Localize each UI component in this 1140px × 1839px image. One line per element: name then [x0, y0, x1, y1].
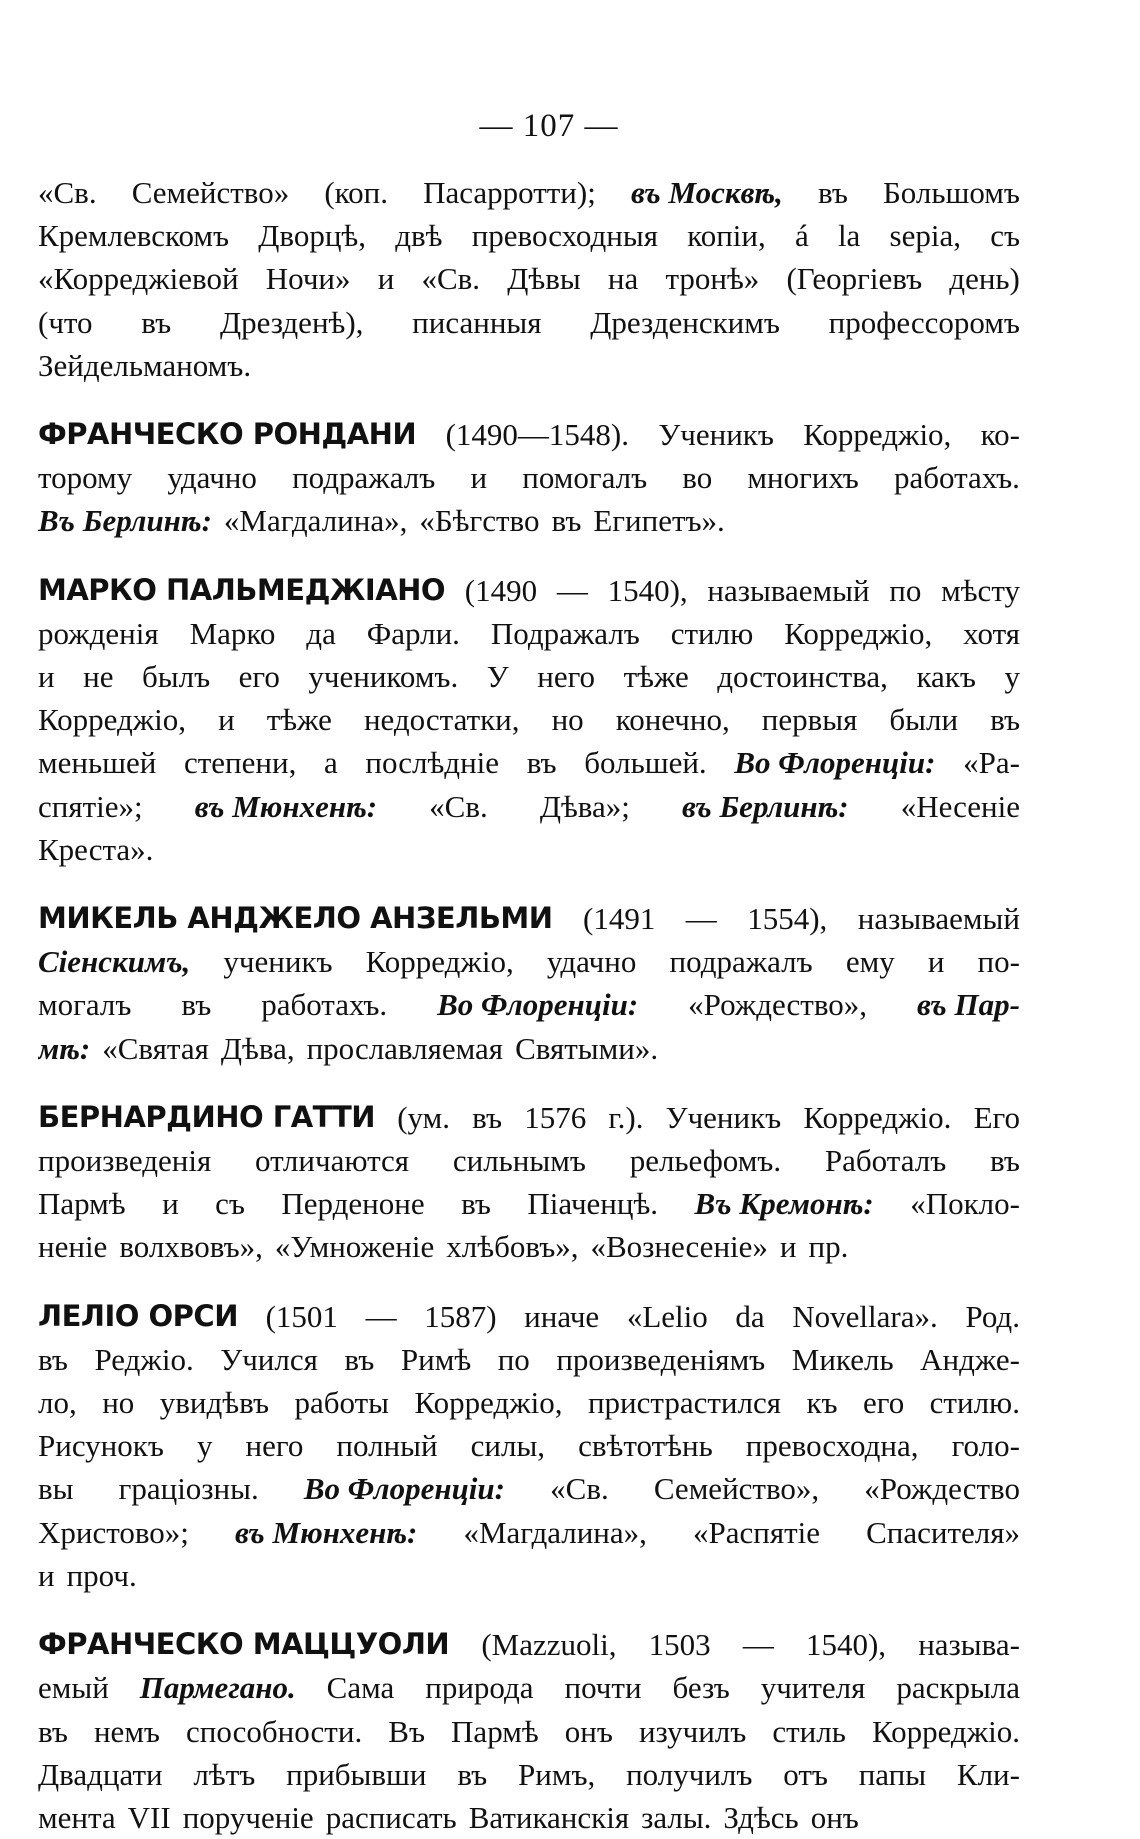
- word: Креста».: [38, 831, 154, 867]
- artist-name: ФРАНЧЕСКО МАЦЦУОЛИ: [38, 1627, 450, 1662]
- word: Рисунокъ: [38, 1428, 164, 1464]
- word: порученіе: [182, 1799, 314, 1835]
- word: «Покло-: [910, 1186, 1020, 1222]
- word: Пармѣ: [451, 1713, 539, 1749]
- paragraph-gap: [38, 387, 1020, 413]
- word: Марко: [189, 615, 276, 651]
- word: рожденія: [38, 615, 159, 651]
- word: 1540),: [805, 1627, 887, 1663]
- word: него: [245, 1428, 304, 1464]
- word: изучилъ: [638, 1713, 747, 1749]
- word: Кремлевскомъ: [38, 218, 230, 254]
- word: а: [323, 745, 338, 781]
- word: и: [779, 1229, 797, 1265]
- word: Ватиканскія: [468, 1799, 630, 1835]
- word: да: [306, 615, 336, 651]
- text-line: [38, 1225, 1020, 1268]
- word: онъ: [810, 1799, 859, 1835]
- word: стилю: [670, 615, 754, 651]
- word: Пармѣ: [38, 1186, 126, 1222]
- word: въ: [141, 304, 172, 340]
- word: лѣтъ: [193, 1756, 256, 1792]
- word: «Святая: [102, 1030, 209, 1066]
- word: прибывши: [286, 1756, 427, 1792]
- word: ко-: [980, 417, 1020, 453]
- word: (1491: [583, 901, 656, 937]
- word: Корреджіо,: [365, 944, 514, 980]
- word: прославляемая: [306, 1030, 504, 1066]
- word: работы: [294, 1385, 389, 1421]
- word: конечно,: [615, 702, 730, 738]
- artist-name: ЛЕЛІО ОРСИ: [38, 1298, 238, 1333]
- word: «Магдалина»,: [223, 503, 408, 539]
- word: многихъ: [747, 460, 859, 496]
- text-line: [38, 1027, 1020, 1070]
- text-line: [38, 1511, 1020, 1554]
- word: Род.: [965, 1298, 1020, 1334]
- word: называемый: [707, 572, 870, 608]
- text-line: [38, 1666, 1020, 1709]
- word: Египетъ».: [593, 503, 725, 539]
- word: Во Флоренціи:: [437, 987, 639, 1023]
- word: природа: [425, 1670, 534, 1706]
- paragraph-gap: [38, 871, 1020, 897]
- word: былъ: [142, 659, 211, 695]
- text-line: [38, 1467, 1020, 1510]
- word: Семейство»,: [653, 1471, 820, 1507]
- word: Дѣва»;: [539, 788, 630, 824]
- word: были: [889, 702, 959, 738]
- word: въ: [526, 745, 557, 781]
- word: Ученикъ: [658, 417, 774, 453]
- word: г.).: [608, 1099, 644, 1135]
- word: Novellara».: [792, 1298, 938, 1334]
- word: способности.: [186, 1713, 363, 1749]
- word: въ: [551, 503, 582, 539]
- word: Піаченцѣ.: [527, 1186, 659, 1222]
- word: по: [497, 1341, 530, 1377]
- text-line: [38, 1381, 1020, 1424]
- word: неніе: [38, 1229, 108, 1265]
- word: полный: [336, 1428, 438, 1464]
- word: Сама: [326, 1670, 395, 1706]
- word: у: [196, 1428, 213, 1464]
- word: силы,: [470, 1428, 546, 1464]
- word: него: [537, 659, 596, 695]
- word: 1540),: [607, 572, 688, 608]
- text-line: [38, 698, 1020, 741]
- word: расписать: [325, 1799, 457, 1835]
- word: ло,: [38, 1385, 77, 1421]
- word: Во Флоренціи:: [303, 1471, 505, 1507]
- text-line: [38, 214, 1020, 257]
- word: по: [889, 572, 922, 608]
- word: «Св.: [421, 261, 481, 297]
- word: къ: [806, 1385, 838, 1421]
- word: Учился: [220, 1341, 318, 1377]
- word: тѣже: [623, 659, 689, 695]
- word: и: [38, 1557, 55, 1593]
- word: въ Мюнхенѣ:: [194, 788, 378, 824]
- word: —: [742, 1627, 774, 1663]
- word: Дворцѣ,: [258, 218, 367, 254]
- word: «Рождество: [864, 1471, 1020, 1507]
- word: въ: [181, 987, 212, 1023]
- word: произведеніямъ: [556, 1341, 766, 1377]
- word: называ-: [918, 1627, 1020, 1663]
- word: съ: [215, 1186, 245, 1222]
- word: спятіе»;: [38, 788, 143, 824]
- word: Корреджіо,: [38, 702, 187, 738]
- word: —: [365, 1298, 397, 1334]
- word: «Корреджіевой: [38, 261, 239, 297]
- text-line: [38, 301, 1020, 344]
- word: профессоромъ: [828, 304, 1020, 340]
- word: «Св.: [38, 175, 97, 210]
- word: «Вознесеніе»: [590, 1229, 768, 1265]
- word: (ум.: [397, 1099, 450, 1135]
- word: (коп.: [324, 175, 388, 210]
- word: Римѣ: [400, 1341, 472, 1377]
- word: получилъ: [626, 1756, 753, 1792]
- word: степени,: [183, 745, 297, 781]
- word: «Св.: [550, 1471, 609, 1507]
- word: ученикомъ.: [308, 659, 459, 695]
- word: 1576: [524, 1099, 587, 1135]
- word: Корреджіо.: [803, 1099, 952, 1135]
- word: мѣсту: [941, 572, 1020, 608]
- word: первыя: [761, 702, 858, 738]
- word: въ: [990, 702, 1020, 738]
- word: стиль: [772, 1713, 846, 1749]
- word: и: [927, 944, 945, 980]
- text-line: [38, 1796, 1020, 1839]
- word: работахъ.: [261, 987, 388, 1023]
- word: Пасарротти);: [423, 175, 596, 210]
- word: въ: [472, 1099, 503, 1135]
- paragraph-gap: [38, 543, 1020, 569]
- word: 1554),: [747, 901, 828, 937]
- word: граціозны.: [118, 1471, 259, 1507]
- word: Сіенскимъ,: [38, 944, 191, 980]
- text-line: [38, 1096, 1020, 1139]
- word: отъ: [783, 1756, 828, 1792]
- word: «Рождество»,: [688, 987, 868, 1023]
- word: ему: [845, 944, 895, 980]
- text-line: [38, 1295, 1020, 1338]
- word: Двадцати: [38, 1756, 163, 1792]
- word: Ученикъ: [665, 1099, 782, 1135]
- page-number: — 107 —: [479, 108, 619, 144]
- word: работахъ.: [893, 460, 1020, 496]
- word: Пармегано.: [139, 1670, 296, 1706]
- word: Здѣсь: [723, 1799, 799, 1835]
- word: la: [837, 218, 861, 254]
- word: стилю.: [929, 1385, 1020, 1421]
- word: (что: [38, 304, 93, 340]
- word: у: [1004, 659, 1020, 695]
- text-line: [38, 1139, 1020, 1182]
- word: не: [83, 659, 114, 695]
- word: 1587): [424, 1298, 497, 1334]
- word: Корреджіо,: [414, 1385, 563, 1421]
- artist-name: ФРАНЧЕСКО РОНДАНИ: [38, 417, 417, 452]
- word: въ Мюнхенѣ:: [234, 1514, 418, 1550]
- word: вы: [38, 1471, 74, 1507]
- word: въ: [461, 1186, 491, 1222]
- artist-name: БЕРНАРДИНО ГАТТИ: [38, 1099, 376, 1134]
- word: пристрастился: [587, 1385, 781, 1421]
- text-line: [38, 983, 1020, 1026]
- word: «Магдалина»,: [463, 1514, 647, 1550]
- text-line: [38, 1753, 1020, 1796]
- word: день): [949, 261, 1020, 297]
- word: двѣ: [395, 218, 443, 254]
- word: Въ Берлинѣ:: [38, 503, 212, 539]
- word: его: [238, 659, 280, 695]
- word: но: [551, 702, 584, 738]
- word: могалъ: [38, 987, 132, 1023]
- word: Въ Кремонѣ:: [694, 1186, 874, 1222]
- word: мѣ:: [38, 1030, 91, 1066]
- word: Зейдельманомъ.: [38, 347, 252, 383]
- text-line: [38, 897, 1020, 940]
- word: Во Флоренціи:: [734, 745, 936, 781]
- word: послѣдніе: [365, 745, 500, 781]
- word: недостатки,: [363, 702, 520, 738]
- text-line: [38, 257, 1020, 300]
- word: Кли-: [956, 1756, 1020, 1792]
- word: голо-: [951, 1428, 1020, 1464]
- word: Ночи»: [265, 261, 351, 297]
- word: Дѣва,: [220, 1030, 295, 1066]
- word: Подражалъ: [490, 615, 640, 651]
- word: Его: [973, 1099, 1020, 1135]
- word: (1501: [265, 1298, 338, 1334]
- word: иначе: [524, 1298, 600, 1334]
- word: «Несеніе: [900, 788, 1020, 824]
- text-line: [38, 655, 1020, 698]
- word: во: [682, 460, 713, 496]
- word: въ Москвѣ,: [630, 175, 783, 210]
- word: почти: [564, 1670, 642, 1706]
- text-line: [38, 612, 1020, 655]
- word: раскрыла: [896, 1670, 1020, 1706]
- word: «Умноженіе: [274, 1229, 435, 1265]
- text-line: [38, 940, 1020, 983]
- word: въ: [817, 175, 848, 210]
- word: превосходна,: [745, 1428, 919, 1464]
- word: хлѣбовъ»,: [446, 1229, 579, 1265]
- word: немъ: [93, 1713, 160, 1749]
- word: VII: [127, 1799, 171, 1835]
- text-line: [38, 1554, 1020, 1597]
- word: и: [377, 261, 395, 297]
- word: рельефомъ.: [629, 1143, 782, 1179]
- word: въ Берлинѣ:: [681, 788, 849, 824]
- word: ученикъ: [223, 944, 333, 980]
- word: Реджіо.: [94, 1341, 194, 1377]
- word: въ Пар-: [916, 987, 1020, 1023]
- word: волхвовъ»,: [119, 1229, 263, 1265]
- word: da: [735, 1298, 765, 1334]
- word: удачно: [167, 460, 257, 496]
- word: торому: [38, 460, 133, 496]
- word: Корреджіо,: [803, 417, 952, 453]
- word: въ: [990, 1143, 1020, 1179]
- text-line: [38, 344, 1020, 387]
- word: и: [38, 659, 55, 695]
- word: копіи,: [687, 218, 766, 254]
- text-line: [38, 1424, 1020, 1467]
- word: «Ра-: [963, 745, 1020, 781]
- artist-name: МИКЕЛЬ АНДЖЕЛО АНЗЕЛЬМИ: [38, 901, 553, 936]
- word: меньшей: [38, 745, 157, 781]
- word: называемый: [857, 901, 1020, 937]
- word: —: [685, 901, 717, 937]
- word: «Бѣгство: [419, 503, 540, 539]
- word: и: [218, 702, 235, 738]
- word: удачно: [546, 944, 637, 980]
- word: Дрезденскимъ: [590, 304, 780, 340]
- word: 1503: [648, 1627, 711, 1663]
- word: Фарли.: [366, 615, 460, 651]
- word: Корреджіо,: [784, 615, 933, 651]
- text-line: [38, 569, 1020, 612]
- word: Святыми».: [515, 1030, 659, 1066]
- text-line: [38, 828, 1020, 871]
- word: достоинства,: [717, 659, 888, 695]
- text-body: [38, 171, 1020, 1839]
- word: и: [162, 1186, 179, 1222]
- word: Дрезденѣ),: [219, 304, 364, 340]
- word: Корреджіо.: [871, 1713, 1020, 1749]
- text-line: [38, 171, 1020, 214]
- word: пр.: [808, 1229, 849, 1265]
- text-line: [38, 1182, 1020, 1225]
- word: хотя: [963, 615, 1020, 651]
- word: но: [102, 1385, 135, 1421]
- word: произведенія: [38, 1143, 212, 1179]
- word: на: [607, 261, 639, 297]
- word: учителя: [760, 1670, 866, 1706]
- text-line: [38, 1338, 1020, 1381]
- word: превосходныя: [471, 218, 658, 254]
- word: á: [794, 218, 809, 254]
- word: какъ: [916, 659, 976, 695]
- text-line: [38, 456, 1020, 499]
- word: съ: [990, 218, 1020, 254]
- text-line: [38, 1623, 1020, 1666]
- word: Христово»;: [38, 1514, 189, 1550]
- word: (Георгіевъ: [786, 261, 923, 297]
- word: отличаются: [255, 1143, 410, 1179]
- word: sepia,: [889, 218, 961, 254]
- word: Перденоне: [281, 1186, 425, 1222]
- word: свѣтотѣнь: [578, 1428, 713, 1464]
- word: папы: [858, 1756, 927, 1792]
- word: по-: [977, 944, 1020, 980]
- word: мента: [38, 1799, 116, 1835]
- paragraph-gap: [38, 1070, 1020, 1096]
- paragraph-gap: [38, 1269, 1020, 1295]
- word: его: [863, 1385, 905, 1421]
- word: безъ: [672, 1670, 730, 1706]
- word: Дѣвы: [507, 261, 581, 297]
- word: увидѣвъ: [159, 1385, 269, 1421]
- word: (Mazzuoli,: [481, 1627, 617, 1663]
- text-line: [38, 785, 1020, 828]
- word: подражалъ: [669, 944, 813, 980]
- word: Семейство»: [131, 175, 290, 210]
- word: и: [470, 460, 488, 496]
- word: писанныя: [412, 304, 542, 340]
- word: проч.: [66, 1557, 137, 1593]
- word: —: [556, 572, 588, 608]
- artist-name: МАРКО ПАЛЬМЕДЖІАНО: [38, 572, 446, 607]
- word: въ: [38, 1341, 68, 1377]
- word: Микель: [791, 1341, 894, 1377]
- word: сильнымъ: [452, 1143, 586, 1179]
- word: залы.: [641, 1799, 712, 1835]
- word: въ: [38, 1713, 68, 1749]
- word: тѣже: [266, 702, 332, 738]
- word: въ: [457, 1756, 488, 1792]
- word: подражалъ: [292, 460, 436, 496]
- word: въ: [344, 1341, 375, 1377]
- word: Большомъ: [882, 175, 1020, 210]
- word: «Распятіе: [692, 1514, 821, 1550]
- word: Римъ,: [518, 1756, 596, 1792]
- word: Андже-: [920, 1341, 1020, 1377]
- text-line: [38, 1710, 1020, 1753]
- word: (1490: [464, 572, 538, 608]
- text-line: [38, 741, 1020, 784]
- word: «Св.: [429, 788, 488, 824]
- word: емый: [38, 1670, 109, 1706]
- word: «Lelio: [626, 1298, 708, 1334]
- word: тронѣ»: [665, 261, 760, 297]
- word: помогалъ: [522, 460, 648, 496]
- word: Работалъ: [824, 1143, 947, 1179]
- paragraph-gap: [38, 1597, 1020, 1623]
- word: онъ: [564, 1713, 613, 1749]
- word: Въ: [388, 1713, 425, 1749]
- text-line: [38, 413, 1020, 456]
- text-line: [38, 499, 1020, 542]
- word: (1490—1548).: [445, 417, 629, 453]
- word: Спасителя»: [866, 1514, 1020, 1550]
- word: большей.: [584, 745, 707, 781]
- word: У: [486, 659, 509, 695]
